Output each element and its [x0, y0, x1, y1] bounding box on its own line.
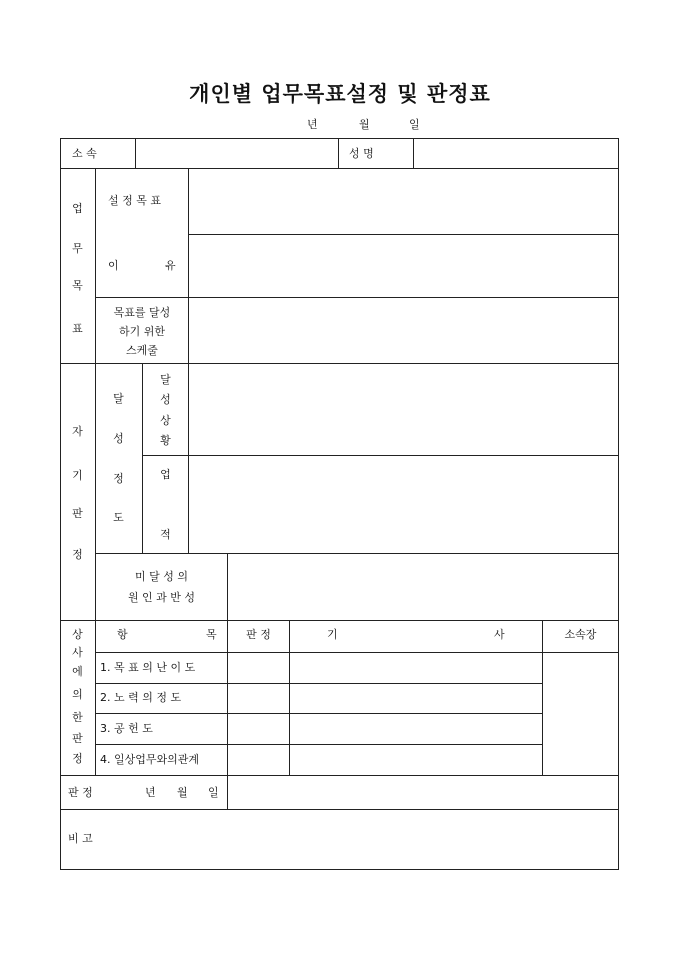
col-divider — [542, 620, 543, 776]
judgment-day-label: 일 — [208, 786, 219, 799]
supervisor-section-char: 에 — [72, 665, 83, 678]
col-note-label-b: 사 — [494, 628, 505, 641]
row-divider — [60, 775, 619, 776]
judgment-cell[interactable] — [229, 685, 288, 712]
degree-char: 도 — [113, 511, 124, 524]
col-note-label-a: 기 — [327, 628, 338, 641]
goal-label: 설 정 목 표 — [108, 194, 161, 207]
goals-section-char: 업 — [72, 202, 83, 215]
row-divider — [95, 553, 619, 554]
degree-char: 정 — [113, 472, 124, 485]
supervisor-section-char: 한 — [72, 711, 83, 724]
evaluation-form — [60, 138, 619, 870]
remarks-label: 비 고 — [68, 832, 93, 845]
row-divider — [95, 683, 542, 684]
goals-section-char: 목 — [72, 279, 83, 292]
self-eval-section-char: 기 — [72, 469, 83, 482]
self-eval-section-char: 정 — [72, 548, 83, 561]
judgment-date-field[interactable] — [229, 777, 617, 808]
judgment-cell[interactable] — [229, 746, 288, 774]
self-eval-section-char: 판 — [72, 507, 83, 520]
col-judgment-label: 판 정 — [246, 628, 271, 641]
supervisor-section-char: 사 — [72, 646, 83, 659]
col-divider — [142, 363, 143, 554]
department-head-cell[interactable] — [544, 654, 617, 774]
date-year-label: 년 — [307, 118, 318, 131]
col-divider — [338, 138, 339, 169]
achievement-field[interactable] — [190, 457, 617, 552]
judgment-year-label: 년 — [145, 786, 156, 799]
goal-field[interactable] — [190, 170, 617, 233]
col-divider — [95, 168, 96, 776]
note-cell[interactable] — [291, 685, 541, 712]
row-divider — [95, 297, 619, 298]
schedule-label-line: 목표를 달성 — [113, 306, 171, 319]
unmet-field[interactable] — [229, 555, 617, 619]
criteria-item: 3. 공 헌 도 — [100, 722, 153, 735]
note-cell[interactable] — [291, 715, 541, 743]
remarks-field[interactable] — [100, 811, 617, 868]
supervisor-section-char: 정 — [72, 752, 83, 765]
name-label: 성 명 — [349, 147, 374, 160]
document-title: 개인별 업무목표설정 및 판정표 — [189, 81, 491, 106]
note-cell[interactable] — [291, 654, 541, 682]
status-field[interactable] — [190, 365, 617, 454]
unmet-label-line: 원 인 과 반 성 — [127, 591, 196, 604]
col-divider — [227, 553, 228, 810]
judgment-date-label: 판 정 — [68, 786, 93, 799]
goals-section-char: 무 — [72, 242, 83, 255]
judgment-month-label: 월 — [177, 786, 188, 799]
row-divider — [60, 809, 619, 810]
row-divider — [95, 713, 542, 714]
note-cell[interactable] — [291, 746, 541, 774]
date-day-label: 일 — [409, 118, 420, 131]
date-month-label: 월 — [359, 118, 370, 131]
row-divider — [142, 455, 619, 456]
row-divider — [95, 744, 542, 745]
achievement-char: 업 — [160, 468, 171, 481]
col-item-label-a: 항 — [117, 628, 128, 641]
row-divider — [60, 363, 619, 364]
schedule-field[interactable] — [190, 299, 617, 362]
form-border-bottom — [60, 869, 619, 870]
row-divider — [95, 652, 619, 653]
row-divider — [60, 620, 619, 621]
achievement-char: 적 — [160, 528, 171, 541]
form-border-right — [618, 138, 619, 870]
status-char: 성 — [160, 393, 171, 406]
schedule-label-line: 하기 위한 — [118, 325, 165, 338]
judgment-cell[interactable] — [229, 654, 288, 682]
row-divider — [60, 168, 619, 169]
col-item-label-b: 목 — [206, 628, 217, 641]
criteria-item: 4. 일상업무와의관계 — [100, 753, 199, 766]
status-char: 달 — [160, 373, 171, 386]
col-head-label: 소속장 — [564, 628, 597, 641]
supervisor-section-char: 상 — [72, 628, 83, 641]
affiliation-field[interactable] — [137, 140, 337, 167]
unmet-label-line: 미 달 성 의 — [135, 570, 188, 583]
criteria-item: 2. 노 력 의 정 도 — [100, 691, 182, 704]
judgment-cell[interactable] — [229, 715, 288, 743]
goals-section-char: 표 — [72, 322, 83, 335]
col-divider — [188, 168, 189, 554]
supervisor-section-char: 의 — [72, 688, 83, 701]
reason-label-a: 이 — [108, 259, 119, 272]
col-divider — [413, 138, 414, 169]
col-divider — [289, 620, 290, 776]
row-divider — [188, 234, 619, 235]
degree-char: 성 — [113, 432, 124, 445]
status-char: 황 — [160, 434, 171, 447]
criteria-item: 1. 목 표 의 난 이 도 — [100, 661, 196, 674]
col-divider — [135, 138, 136, 169]
status-char: 상 — [160, 414, 171, 427]
degree-char: 달 — [113, 392, 124, 405]
name-field[interactable] — [415, 140, 617, 167]
self-eval-section-char: 자 — [72, 425, 83, 438]
reason-field[interactable] — [190, 236, 617, 296]
schedule-label-line: 스케줄 — [126, 344, 158, 357]
form-border-left — [60, 138, 61, 870]
supervisor-section-char: 판 — [72, 732, 83, 745]
form-border-top — [60, 138, 619, 139]
affiliation-label: 소 속 — [72, 147, 97, 160]
reason-label-b: 유 — [165, 259, 176, 272]
